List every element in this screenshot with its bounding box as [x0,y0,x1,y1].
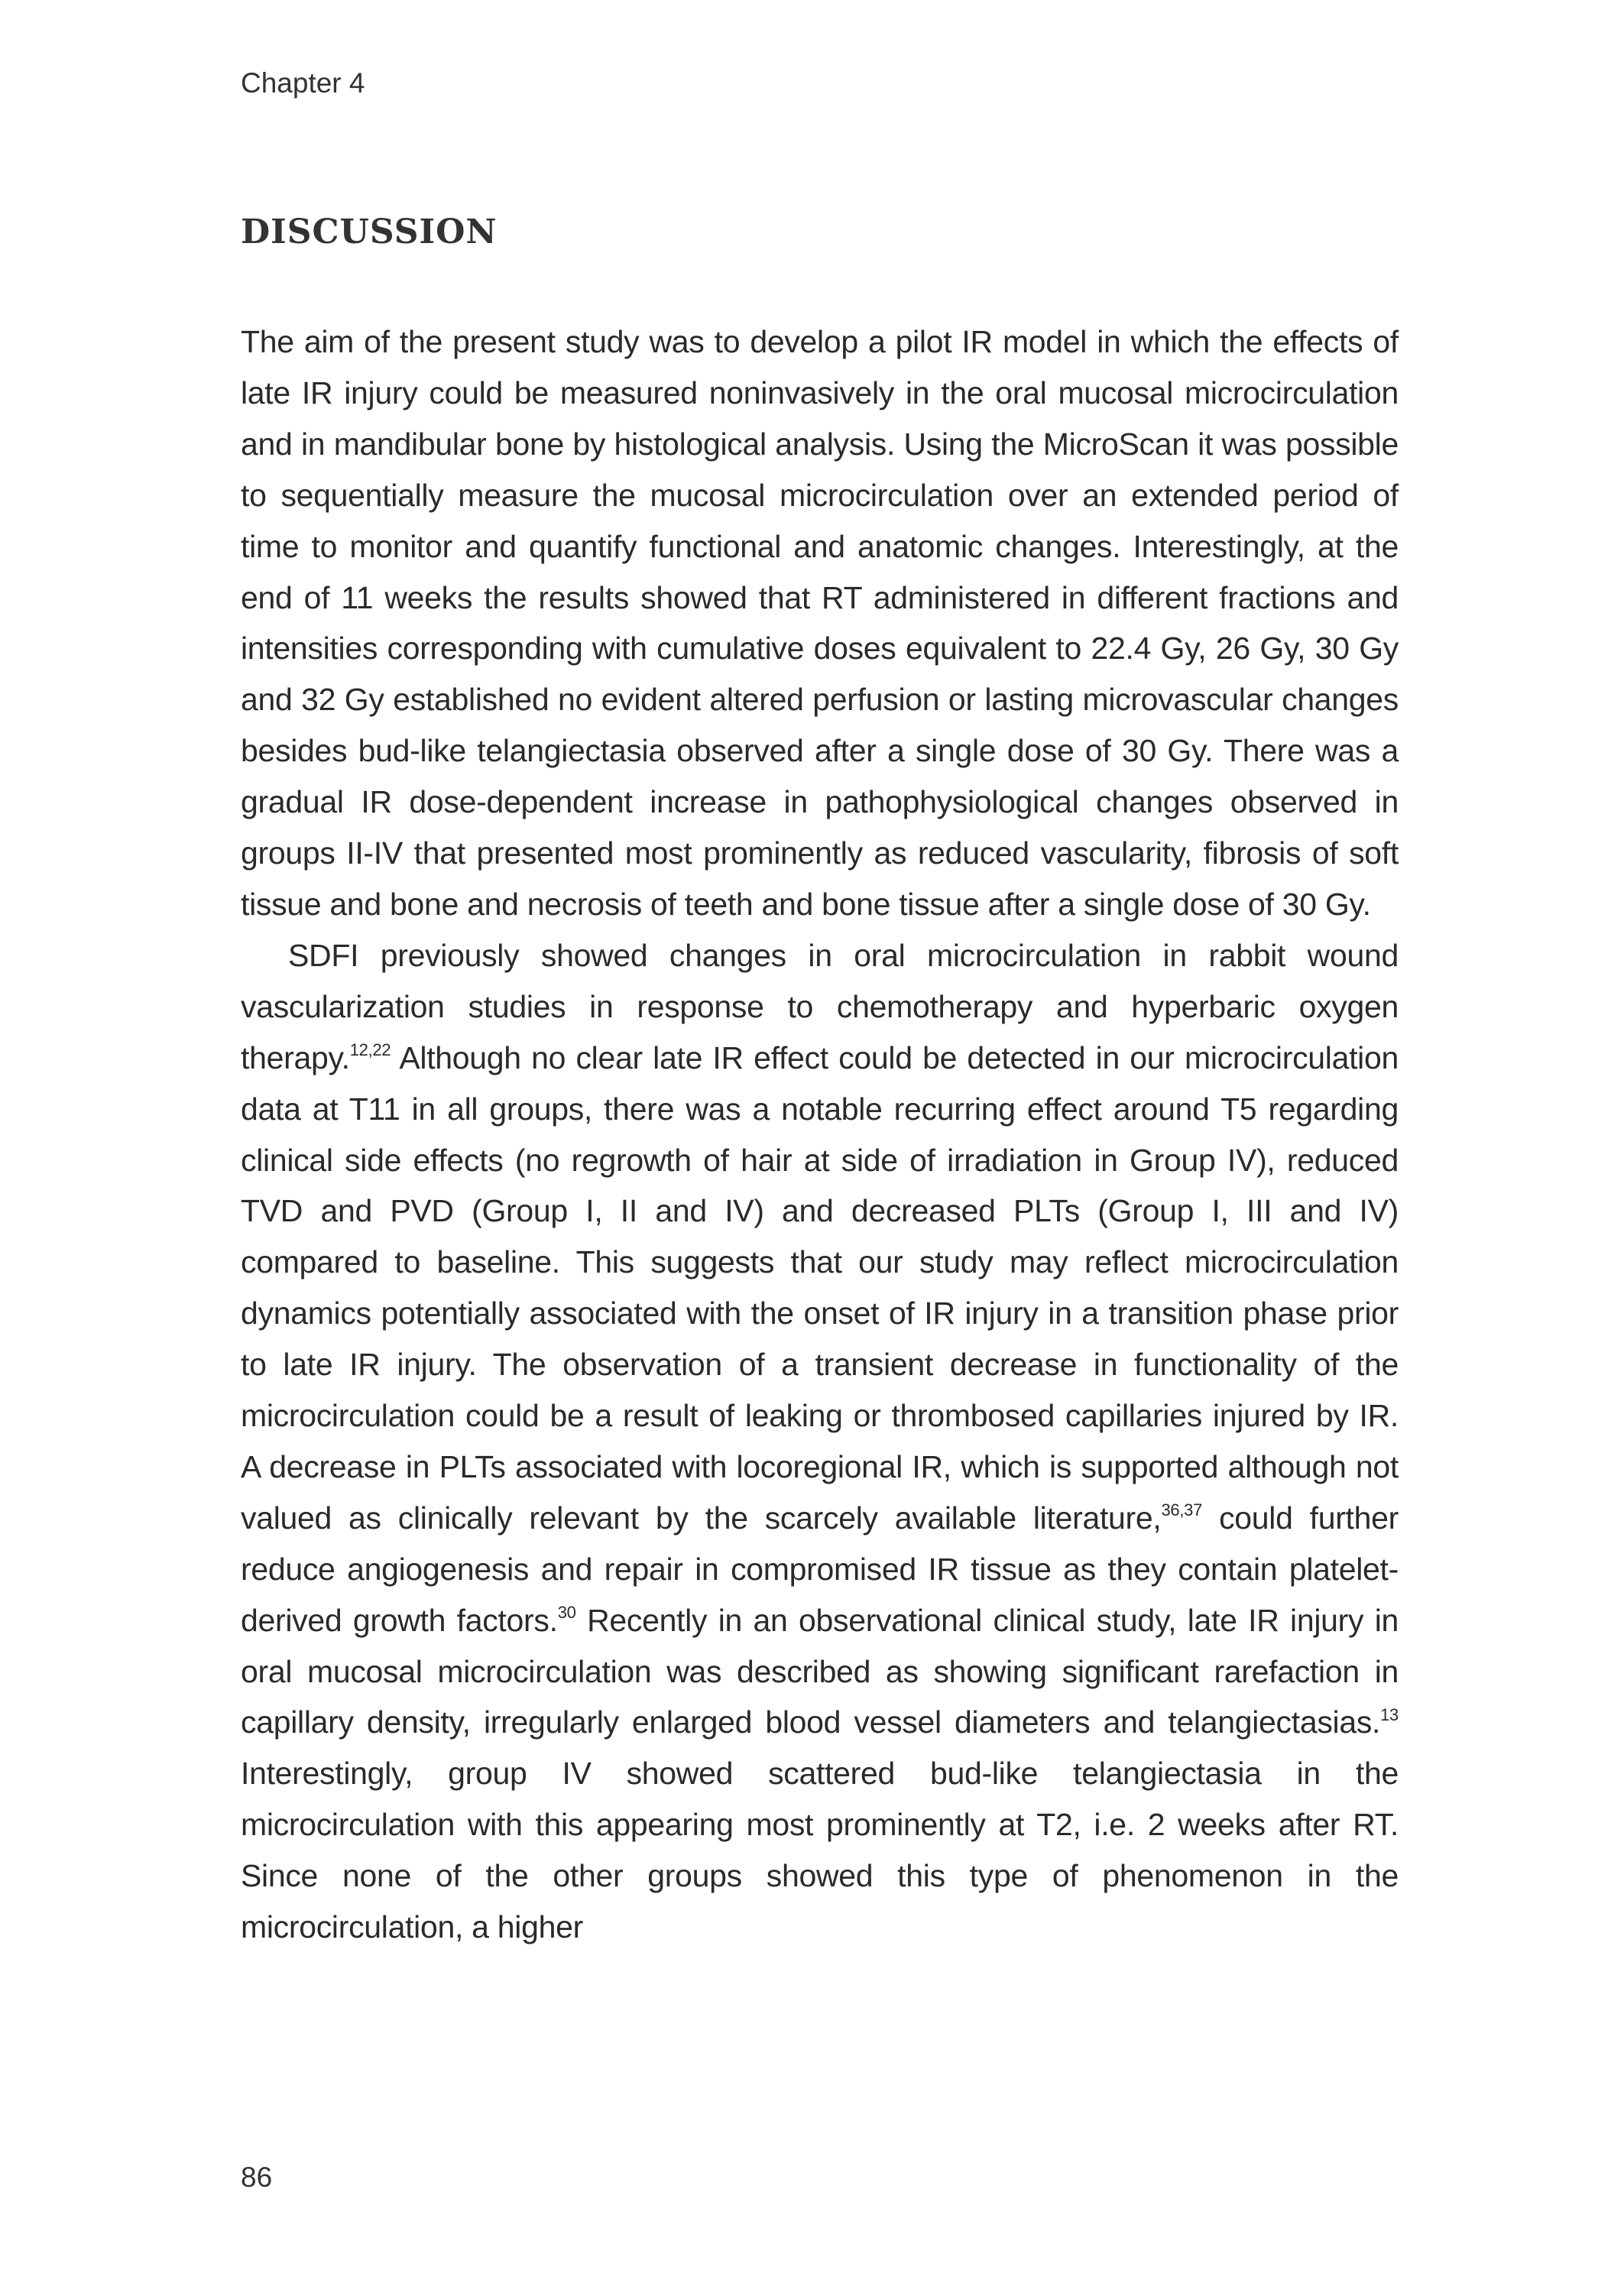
section-heading: DISCUSSION [241,212,498,251]
paragraph-2-segment-5: Interestingly, group IV showed scattered bud-like telangiectasia in the microcirculation with this appearing most prominently at T2, i.e. 2 weeks after RT. Since none of the other groups showed this type of phenomenon in the microcirculation, a higher [241,1756,1399,1945]
citation-13: 13 [1380,1704,1399,1724]
paragraph-1: The aim of the present study was to develop a pilot IR model in which the effects of late IR injury could be measured noninvasively in the oral mucosal microcirculation and in mandibular bone by histological analysis. Using the MicroScan it was possible to sequentially measure the mucosal microcirculation over an extended period of time to monitor and quantify functional and anatomic changes. Interestingly, at the end of 11 weeks the results showed that RT administered in different fractions and intensities corresponding with cumulative doses equivalent to 22.4 Gy, 26 Gy, 30 Gy and 32 Gy established no evident altered perfusion or lasting microvascular changes besides bud-like telangiectasia observed after a single dose of 30 Gy. There was a gradual IR dose-dependent increase in pathophysiological changes observed in groups II-IV that presented most prominently as reduced vascularity, fibrosis of soft tissue and bone and necrosis of teeth and bone tissue after a single dose of 30 Gy. [241,324,1399,922]
paragraph-2-segment-4: Recently in an observational clinical study, late IR injury in oral mucosal microcirculation was described as showing significant rarefaction in capillary density, irregularly enlarged blood vessel diameters and telangiectasias. [241,1602,1399,1740]
paragraph-2-segment-3: could further reduce angiogenesis and repair in compromised IR tissue as they contain platelet-derived growth factors. [241,1500,1399,1638]
citation-36-37: 36,37 [1161,1500,1203,1520]
citation-30: 30 [557,1603,576,1622]
citation-12-22: 12,22 [349,1040,391,1060]
body-text [241,316,1399,1953]
paragraph-2 [241,930,1399,1953]
paragraph-2-segment-1: SDFI previously showed changes in oral microcirculation in rabbit wound vascularization studies in response to chemotherapy and hyperbaric oxygen therapy. [241,937,1399,1075]
paragraph-2-segment-2: Although no clear late IR effect could be detected in our microcirculation data at T11 in all groups, there was a notable recurring effect around T5 regarding clinical side effects (no regrowth of hair at side of irradiation in Group IV), reduced TVD and PVD (Group I, II and IV) and decreased PLTs (Group I, III and IV) compared to baseline. This suggests that our study may reflect microcirculation dynamics potentially associated with the onset of IR injury in a transition phase prior to late IR injury. The observation of a transient decrease in functionality of the microcirculation could be a result of leaking or thrombosed capillaries injured by IR. A decrease in PLTs associated with locoregional IR, which is supported although not valued as clinically relevant by the scarcely available literature, [241,1039,1399,1536]
running-head: Chapter 4 [241,67,365,99]
page-number: 86 [241,2162,273,2193]
